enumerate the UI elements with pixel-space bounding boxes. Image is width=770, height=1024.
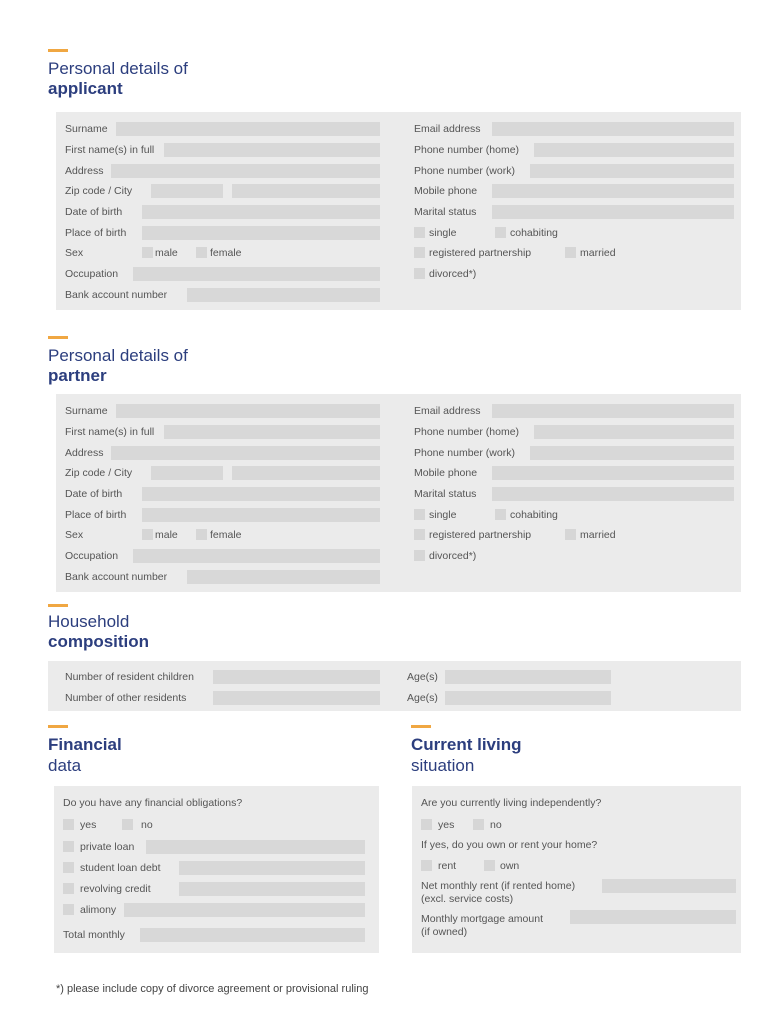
- section-accent: [48, 336, 68, 339]
- surname-input[interactable]: [116, 404, 380, 418]
- others-label: Number of other residents: [65, 692, 187, 704]
- male-label: male: [155, 247, 178, 259]
- surname-label: Surname: [65, 123, 108, 135]
- mobile-input[interactable]: [492, 184, 734, 198]
- registered-checkbox[interactable]: [414, 529, 425, 540]
- alimony-checkbox[interactable]: [63, 904, 74, 915]
- marital-label: Marital status: [414, 488, 477, 500]
- net-rent-label: Net monthly rent (if rented home): [421, 880, 576, 892]
- female-label: female: [210, 529, 242, 541]
- household-title-bold: composition: [48, 632, 150, 651]
- city-input[interactable]: [232, 184, 380, 198]
- first-names-input[interactable]: [164, 143, 380, 157]
- alimony-input[interactable]: [124, 903, 365, 917]
- rent-checkbox[interactable]: [421, 860, 432, 871]
- total-monthly-label: Total monthly: [63, 929, 125, 941]
- obligations-yes-label: yes: [80, 819, 97, 831]
- single-label: single: [429, 227, 457, 239]
- independent-no-label: no: [490, 819, 502, 831]
- applicant-title-bold: applicant: [48, 79, 123, 98]
- mortgage-sublabel: (if owned): [421, 926, 468, 938]
- cohabiting-checkbox[interactable]: [495, 227, 506, 238]
- footnote: *) please include copy of divorce agreement or provisional ruling: [56, 983, 369, 995]
- partner-title-light: Personal details of: [48, 346, 188, 365]
- phone-work-input[interactable]: [530, 446, 734, 460]
- occupation-label: Occupation: [65, 550, 119, 562]
- cohabiting-checkbox[interactable]: [495, 509, 506, 520]
- bank-account-label: Bank account number: [65, 571, 168, 583]
- bank-account-input[interactable]: [187, 288, 380, 302]
- male-checkbox[interactable]: [142, 247, 153, 258]
- children-label: Number of resident children: [65, 671, 194, 683]
- obligations-question: Do you have any financial obligations?: [63, 797, 243, 809]
- financial-title-bold: Financial: [48, 735, 122, 754]
- sex-label: Sex: [65, 247, 84, 259]
- mobile-input[interactable]: [492, 466, 734, 480]
- female-checkbox[interactable]: [196, 529, 207, 540]
- obligations-no-label: no: [141, 819, 153, 831]
- dob-input[interactable]: [142, 205, 380, 219]
- dob-label: Date of birth: [65, 488, 123, 500]
- phone-home-label: Phone number (home): [414, 144, 520, 156]
- others-input[interactable]: [213, 691, 380, 705]
- own-rent-question: If yes, do you own or rent your home?: [421, 839, 598, 851]
- dob-label: Date of birth: [65, 206, 123, 218]
- female-label: female: [210, 247, 242, 259]
- email-label: Email address: [414, 123, 481, 135]
- alimony-label: alimony: [80, 904, 117, 916]
- pob-label: Place of birth: [65, 509, 127, 521]
- first-names-label: First name(s) in full: [65, 426, 155, 438]
- revolving-checkbox[interactable]: [63, 883, 74, 894]
- independent-question: Are you currently living independently?: [421, 797, 602, 809]
- registered-checkbox[interactable]: [414, 247, 425, 258]
- occupation-label: Occupation: [65, 268, 119, 280]
- occupation-input[interactable]: [133, 549, 380, 563]
- partner-title-bold: partner: [48, 366, 107, 385]
- independent-no-checkbox[interactable]: [473, 819, 484, 830]
- obligations-no-checkbox[interactable]: [122, 819, 133, 830]
- zip-city-label: Zip code / City: [65, 185, 133, 197]
- married-label: married: [580, 529, 616, 541]
- financial-panel: [54, 786, 379, 953]
- address-label: Address: [65, 447, 104, 459]
- zip-input[interactable]: [151, 466, 223, 480]
- marital-input[interactable]: [492, 487, 734, 501]
- own-label: own: [500, 860, 520, 872]
- children-ages-input[interactable]: [445, 670, 611, 684]
- pob-input[interactable]: [142, 226, 380, 240]
- surname-label: Surname: [65, 405, 108, 417]
- divorced-label: divorced*): [429, 550, 477, 562]
- male-checkbox[interactable]: [142, 529, 153, 540]
- single-checkbox[interactable]: [414, 227, 425, 238]
- financial-title-light: data: [48, 756, 82, 775]
- net-rent-sublabel: (excl. service costs): [421, 893, 514, 905]
- mobile-label: Mobile phone: [414, 467, 478, 479]
- ages-label: Age(s): [407, 671, 438, 683]
- divorced-checkbox[interactable]: [414, 268, 425, 279]
- married-label: married: [580, 247, 616, 259]
- living-panel: [412, 786, 741, 953]
- section-accent: [48, 604, 68, 607]
- ages-label: Age(s): [407, 692, 438, 704]
- pob-input[interactable]: [142, 508, 380, 522]
- phone-work-label: Phone number (work): [414, 447, 515, 459]
- mobile-label: Mobile phone: [414, 185, 478, 197]
- private-loan-checkbox[interactable]: [63, 841, 74, 852]
- section-accent: [411, 725, 431, 728]
- revolving-input[interactable]: [179, 882, 365, 896]
- address-input[interactable]: [111, 446, 380, 460]
- address-label: Address: [65, 165, 104, 177]
- first-names-label: First name(s) in full: [65, 144, 155, 156]
- private-loan-input[interactable]: [146, 840, 365, 854]
- phone-home-input[interactable]: [534, 143, 734, 157]
- student-loan-input[interactable]: [179, 861, 365, 875]
- marital-label: Marital status: [414, 206, 477, 218]
- mortgage-label: Monthly mortgage amount: [421, 913, 543, 925]
- female-checkbox[interactable]: [196, 247, 207, 258]
- marital-input[interactable]: [492, 205, 734, 219]
- single-label: single: [429, 509, 457, 521]
- cohabiting-label: cohabiting: [510, 227, 558, 239]
- children-input[interactable]: [213, 670, 380, 684]
- bank-account-label: Bank account number: [65, 289, 168, 301]
- phone-home-input[interactable]: [534, 425, 734, 439]
- phone-work-label: Phone number (work): [414, 165, 515, 177]
- address-input[interactable]: [111, 164, 380, 178]
- section-accent: [48, 725, 68, 728]
- email-input[interactable]: [492, 122, 734, 136]
- student-loan-checkbox[interactable]: [63, 862, 74, 873]
- phone-work-input[interactable]: [530, 164, 734, 178]
- rent-label: rent: [438, 860, 457, 872]
- registered-label: registered partnership: [429, 529, 532, 541]
- independent-yes-checkbox[interactable]: [421, 819, 432, 830]
- household-title-light: Household: [48, 612, 130, 631]
- married-checkbox[interactable]: [565, 247, 576, 258]
- own-checkbox[interactable]: [484, 860, 495, 871]
- dob-input[interactable]: [142, 487, 380, 501]
- living-title-light: situation: [411, 756, 475, 775]
- occupation-input[interactable]: [133, 267, 380, 281]
- pob-label: Place of birth: [65, 227, 127, 239]
- private-loan-label: private loan: [80, 841, 135, 853]
- city-input[interactable]: [232, 466, 380, 480]
- student-loan-label: student loan debt: [80, 862, 161, 874]
- partner-panel: [56, 394, 741, 592]
- living-title-bold: Current living: [411, 735, 522, 754]
- divorced-label: divorced*): [429, 268, 477, 280]
- total-monthly-input[interactable]: [140, 928, 365, 942]
- independent-yes-label: yes: [438, 819, 455, 831]
- email-label: Email address: [414, 405, 481, 417]
- household-panel: [48, 661, 741, 711]
- bank-account-input[interactable]: [187, 570, 380, 584]
- first-names-input[interactable]: [164, 425, 380, 439]
- registered-label: registered partnership: [429, 247, 532, 259]
- sex-label: Sex: [65, 529, 84, 541]
- email-input[interactable]: [492, 404, 734, 418]
- zip-city-label: Zip code / City: [65, 467, 133, 479]
- applicant-title-light: Personal details of: [48, 59, 188, 78]
- others-ages-input[interactable]: [445, 691, 611, 705]
- single-checkbox[interactable]: [414, 509, 425, 520]
- section-accent: [48, 49, 68, 52]
- net-rent-input[interactable]: [602, 879, 736, 893]
- surname-input[interactable]: [116, 122, 380, 136]
- male-label: male: [155, 529, 178, 541]
- obligations-yes-checkbox[interactable]: [63, 819, 74, 830]
- applicant-panel: [56, 112, 741, 310]
- cohabiting-label: cohabiting: [510, 509, 558, 521]
- phone-home-label: Phone number (home): [414, 426, 520, 438]
- mortgage-input[interactable]: [570, 910, 736, 924]
- divorced-checkbox[interactable]: [414, 550, 425, 561]
- zip-input[interactable]: [151, 184, 223, 198]
- revolving-label: revolving credit: [80, 883, 151, 895]
- married-checkbox[interactable]: [565, 529, 576, 540]
